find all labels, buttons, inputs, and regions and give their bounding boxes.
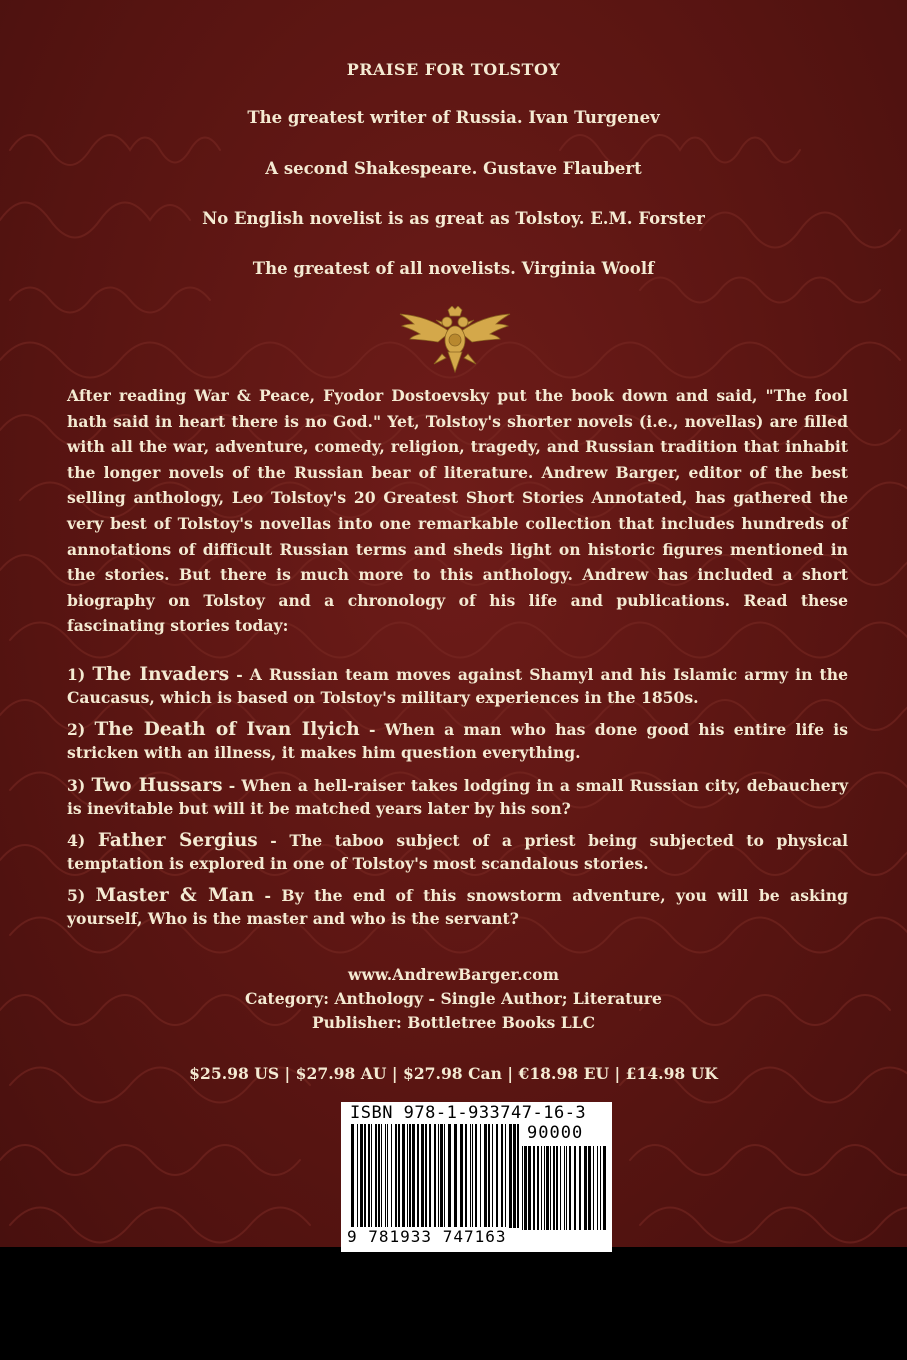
barcode-bar (524, 1146, 527, 1230)
barcode-bar (438, 1124, 439, 1228)
story-item (67, 829, 848, 875)
barcode-bar (368, 1124, 370, 1228)
barcode-bar (579, 1146, 581, 1230)
barcode-bar (472, 1124, 473, 1228)
barcode-bar (484, 1124, 487, 1228)
barcode-bar (505, 1124, 506, 1228)
barcode-bar (541, 1146, 542, 1230)
story-description: - A Russian team moves against Shamyl and his Islamic army in the Caucasus, which is based on Tolstoy's military experiences in the 1850s. (67, 665, 848, 707)
praise-heading: PRAISE FOR TOLSTOY (346, 60, 561, 79)
ean-digits: 9 781933 747163 (347, 1227, 507, 1246)
barcode-bar (488, 1124, 490, 1228)
barcode-bar (375, 1124, 377, 1228)
barcode-bar (387, 1124, 388, 1228)
barcode-bar (381, 1124, 382, 1228)
isbn-number: ISBN 978-1-933747-16-3 (350, 1103, 587, 1123)
story-description: - When a hell-raiser takes lodging in a small Russian city, debauchery is inevitable but will it be matched years later by his son? (67, 776, 849, 818)
barcode-bar (533, 1146, 535, 1230)
praise-quote: A second Shakespeare. Gustave Flaubert (265, 159, 642, 178)
story-number: 3) (67, 776, 86, 795)
barcode-bar (546, 1146, 549, 1230)
story-title: The Invaders (92, 664, 230, 685)
barcode-bar (460, 1124, 463, 1228)
barcode-bar (496, 1124, 498, 1228)
story-title: Master & Man (95, 885, 255, 906)
story-title: Two Hussars (91, 775, 223, 796)
story-title: The Death of Ivan Ilyich (94, 719, 360, 740)
barcode-bar (395, 1124, 397, 1228)
barcode-bar (475, 1124, 477, 1228)
barcode-bar (517, 1124, 519, 1228)
barcode-bar (364, 1124, 366, 1228)
barcode-price-code: 90000 (527, 1123, 584, 1143)
publisher-text: Publisher: Bottletree Books LLC (311, 1013, 596, 1032)
story-item (67, 663, 848, 709)
barcode-addon-bars (522, 1146, 606, 1230)
barcode-bar (600, 1146, 601, 1230)
category-text: Category: Anthology - Single Author; Literature (245, 989, 662, 1008)
barcode-bar (357, 1124, 358, 1228)
barcode-bar (454, 1124, 457, 1228)
barcode-bar (544, 1146, 545, 1230)
story-description: - The taboo subject of a priest being subjected to physical temptation is explored in one of Tolstoy's most scandalous stories. (67, 831, 848, 873)
barcode-bars (351, 1124, 519, 1228)
story-item (67, 884, 848, 930)
barcode-bar (522, 1146, 523, 1230)
praise-quote: The greatest writer of Russia. Ivan Turgenev (247, 108, 660, 127)
praise-quote: The greatest of all novelists. Virginia Woolf (252, 259, 655, 278)
barcode-bar (574, 1146, 576, 1230)
barcode-bar (537, 1146, 539, 1230)
barcode-bar (566, 1146, 567, 1230)
barcode-bar (444, 1124, 445, 1228)
story-description: - When a man who has done good his entire life is stricken with an illness, it makes him question everything. (67, 720, 848, 762)
story-number: 4) (67, 831, 86, 850)
barcode-bar (407, 1124, 408, 1228)
barcode-bar (448, 1124, 451, 1228)
story-title: Father Sergius (97, 830, 258, 851)
barcode-bar (425, 1124, 427, 1228)
barcode-bar (480, 1124, 481, 1228)
barcode-bar (434, 1124, 436, 1228)
barcode-bar (588, 1146, 591, 1230)
barcode-bar (603, 1146, 606, 1230)
barcode-bar (593, 1146, 594, 1230)
barcode-bar (492, 1124, 493, 1228)
story-number: 2) (67, 720, 86, 739)
story-description: - By the end of this snowstorm adventure, you will be asking yourself, Who is the master and who is the servant? (67, 886, 848, 928)
barcode-bar (440, 1124, 443, 1228)
barcode-bar (584, 1146, 587, 1230)
barcode-bar (378, 1124, 380, 1228)
bottom-black-band (0, 1247, 907, 1360)
story-number: 5) (67, 886, 86, 905)
barcode-bar (465, 1124, 467, 1228)
barcode-bar (550, 1146, 551, 1230)
price-list: $25.98 US | $27.98 AU | $27.98 Can | €18.98 EU | £14.98 UK (189, 1064, 718, 1083)
barcode-bar (417, 1124, 419, 1228)
story-item (67, 718, 848, 764)
barcode-bar (553, 1146, 555, 1230)
barcode (341, 1102, 612, 1252)
barcode-bar (528, 1146, 531, 1230)
barcode-bar (360, 1124, 363, 1228)
barcode-bar (501, 1124, 503, 1228)
story-item (67, 774, 848, 820)
barcode-bar (371, 1124, 372, 1228)
website-link[interactable]: www.AndrewBarger.com (348, 965, 559, 984)
barcode-bar (391, 1124, 392, 1228)
barcode-bar (429, 1124, 431, 1228)
barcode-bar (509, 1124, 512, 1228)
double-headed-eagle-icon (398, 306, 512, 374)
barcode-bar (409, 1124, 411, 1228)
barcode-bar (351, 1124, 354, 1228)
barcode-bar (398, 1124, 400, 1228)
barcode-bar (421, 1124, 424, 1228)
book-description: After reading War & Peace, Fyodor Dostoevsky put the book down and said, "The fool hath said in heart there is no God." Yet, Tolstoy's shorter novels (i.e., novellas) are filled with all the war, adventure, comedy, religion, tragedy, and Russian tradition that inhabit the longer novels of the Russian bear of literature. Andrew Barger, editor of the best selling anthology, Leo Tolstoy's 20 Greatest Short Stories Annotated, has gathered the very best of Tolstoy's novellas into one remarkable collection that includes hundreds of annotations of difficult Russian terms and sheds light on historic figures mentioned in the stories. But there is much more to this anthology. Andrew has included a short biography on Tolstoy and a chronology of his life and publications. Read these fascinating stories today: (67, 386, 848, 636)
barcode-bar (385, 1124, 386, 1228)
barcode-bar (402, 1124, 405, 1228)
barcode-bar (560, 1146, 561, 1230)
barcode-bar (569, 1146, 571, 1230)
story-number: 1) (67, 665, 86, 684)
barcode-bar (564, 1146, 565, 1230)
barcode-bar (412, 1124, 415, 1228)
barcode-bar (597, 1146, 598, 1230)
barcode-bar (513, 1124, 516, 1228)
praise-quote: No English novelist is as great as Tolstoy. E.M. Forster (202, 209, 705, 228)
barcode-bar (470, 1124, 471, 1228)
barcode-bar (556, 1146, 558, 1230)
